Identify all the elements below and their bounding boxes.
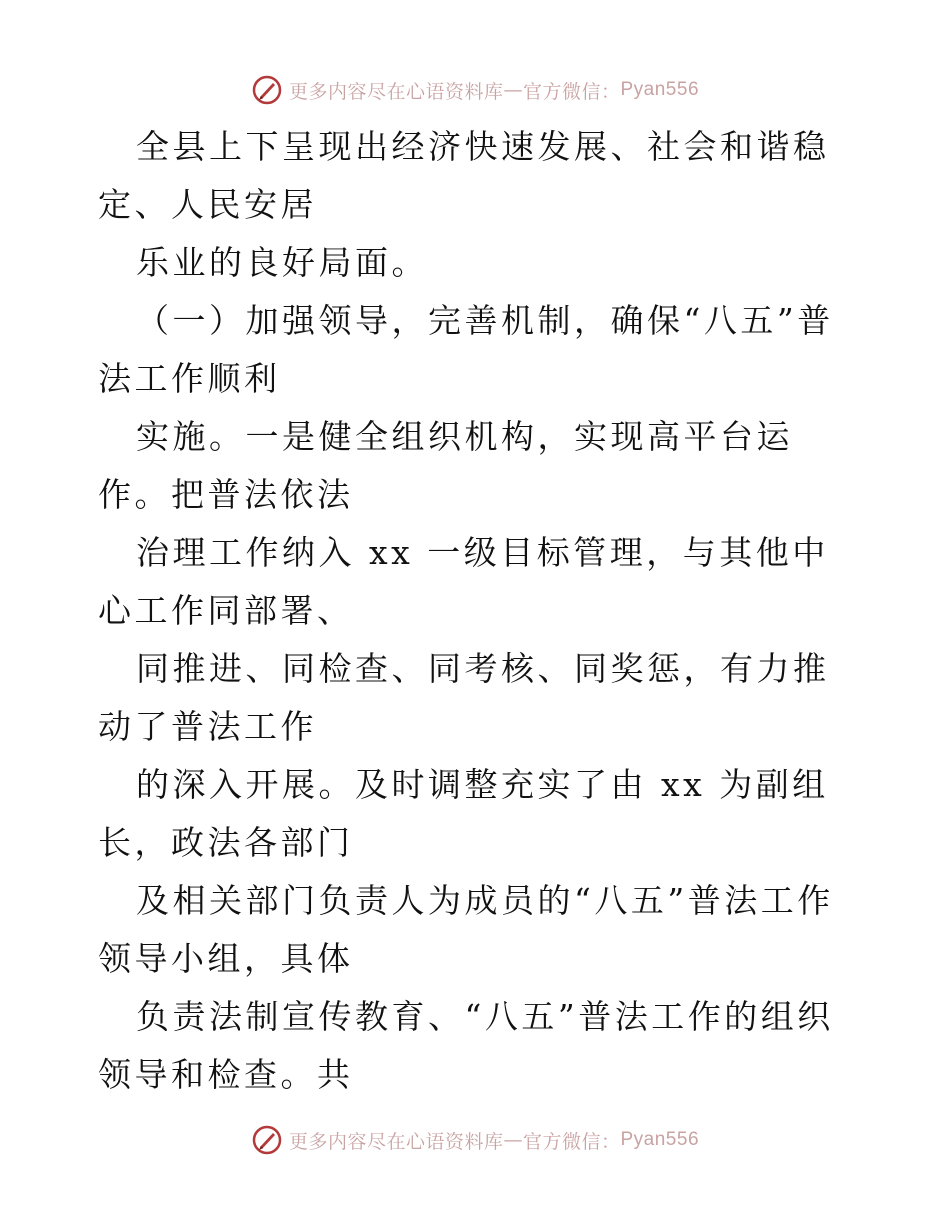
banner-dash: — (503, 1129, 523, 1151)
banner-wechat-id: Pyan556 (620, 79, 700, 100)
paragraph-2: 乐业的良好局面。 (136, 243, 428, 282)
paragraph-6: 同推进、同检查、同考核、同奖惩，有力推动了普法工作 (98, 649, 830, 746)
paragraph-5: 治理工作纳入 xx 一级目标管理，与其他中心工作同部署、 (98, 533, 829, 630)
banner-main-text: 更多内容尽在心语资料库 (288, 80, 504, 103)
quill-pen-icon (251, 74, 283, 106)
header-watermark-banner (0, 70, 950, 110)
paragraph-8: 及相关部门负责人为成员的“八五”普法工作领导小组，具体 (98, 881, 834, 978)
paragraph-4: 实施。一是健全组织机构，实现高平台运作。把普法依法 (98, 417, 793, 514)
paragraph-1: 全县上下呈现出经济快速发展、社会和谐稳定、人民安居 (98, 127, 830, 224)
document-body (98, 118, 858, 1104)
banner-sub-text: 官方微信： (522, 80, 621, 103)
paragraph-9: 负责法制宣传教育、“八五”普法工作的组织领导和检查。共 (98, 997, 834, 1094)
banner-sub-text: 官方微信： (522, 1130, 621, 1153)
paragraph-3: （一）加强领导，完善机制，确保“八五”普法工作顺利 (98, 301, 834, 398)
banner-wechat-id: Pyan556 (620, 1129, 700, 1150)
quill-pen-icon (251, 1124, 283, 1156)
footer-watermark-banner (0, 1120, 950, 1160)
paragraph-7: 的深入开展。及时调整充实了由 xx 为副组长，政法各部门 (98, 765, 829, 862)
banner-main-text: 更多内容尽在心语资料库 (288, 1130, 504, 1153)
banner-dash: — (503, 79, 523, 101)
